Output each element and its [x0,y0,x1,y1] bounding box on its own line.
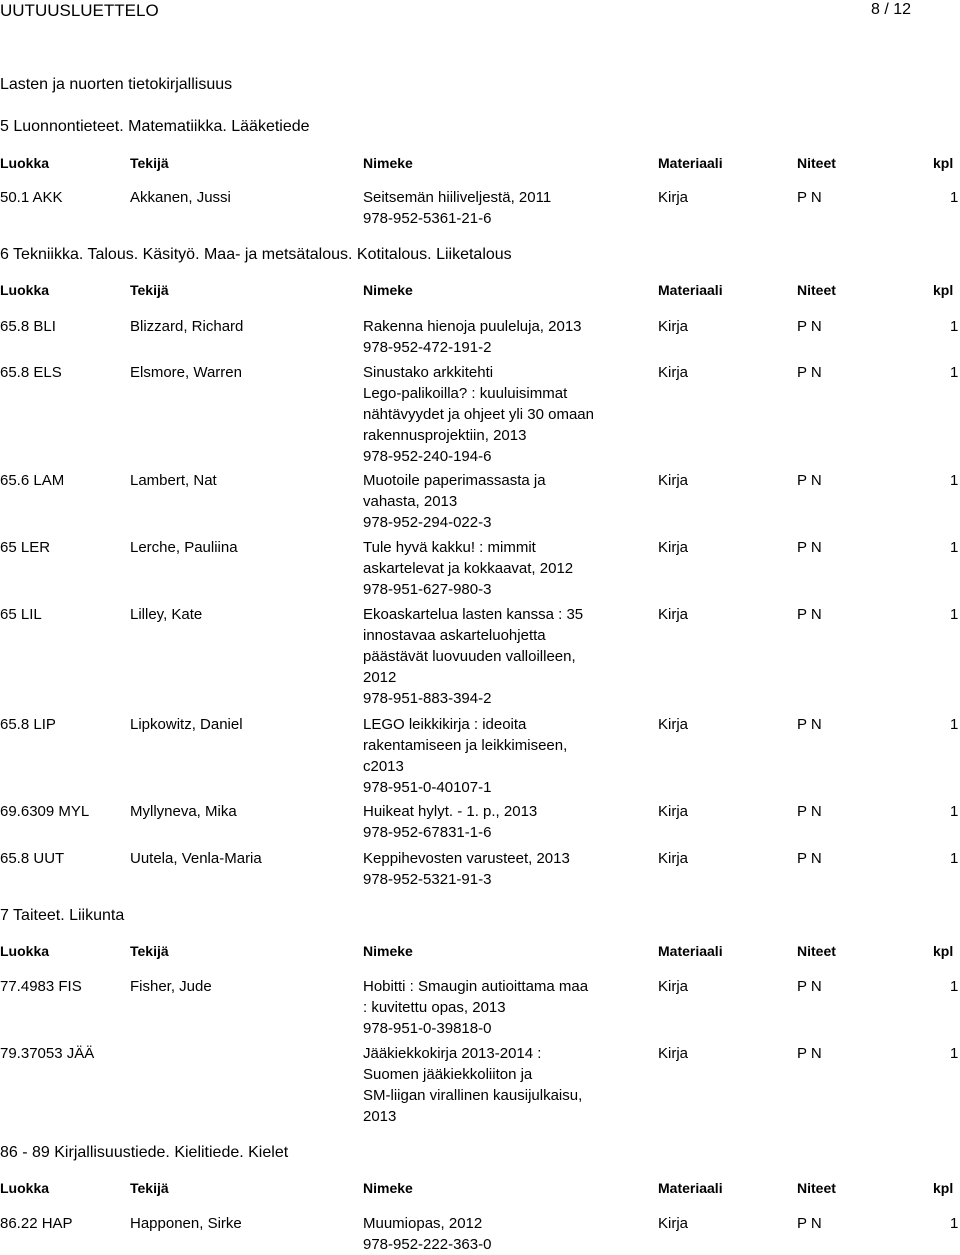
material: Kirja [658,606,689,623]
material: Kirja [658,850,689,867]
author: Elsmore, Warren [130,364,242,381]
material: Kirja [658,472,689,489]
column-header-kpl: kpl [933,282,954,298]
copies-type: P N [797,189,822,206]
class-code: 50.1 AKK [0,189,63,206]
column-header-kpl: kpl [933,1180,954,1196]
title-line: nähtävyydet ja ohjeet yli 30 omaan [363,406,594,423]
copy-count: 1 [950,318,959,335]
title-line: Rakenna hienoja puuleluja, 2013 [363,318,582,335]
copy-count: 1 [950,1215,959,1232]
title-cell [363,1043,633,1127]
document-title: UUTUUSLUETTELO [0,1,159,20]
author: Lerche, Pauliina [130,539,238,556]
title-line: Sinustako arkkitehti [363,364,494,381]
title-line: c2013 [363,758,404,775]
page-number: 8 / 12 [871,1,912,18]
class-code: 65 LIL [0,606,42,623]
title-line: : kuvitettu opas, 2013 [363,999,506,1016]
class-code: 65.8 UUT [0,850,65,867]
column-header-luokka: Luokka [0,1180,50,1196]
title-line: SM-liigan virallinen kausijulkaisu, [363,1087,583,1104]
column-header-luokka: Luokka [0,155,50,171]
copies-type: P N [797,803,822,820]
title-line: askartelevat ja kokkaavat, 2012 [363,560,574,577]
title-cell [363,316,633,358]
copies-type: P N [797,1215,822,1232]
title-line: Ekoaskartelua lasten kanssa : 35 [363,606,584,623]
title-line: Muotoile paperimassasta ja [363,472,546,489]
column-header-materiaali: Materiaali [658,282,723,298]
title-line: Suomen jääkiekkoliiton ja [363,1066,533,1083]
title-cell [363,187,633,229]
title-line: päästävät luovuuden valloilleen, [363,648,576,665]
isbn: 978-951-0-40107-1 [363,779,492,796]
class-code: 65 LER [0,539,51,556]
column-header-tekija: Tekijä [130,155,169,171]
copies-type: P N [797,364,822,381]
title-line: Muumiopas, 2012 [363,1215,483,1232]
copy-count: 1 [950,539,959,556]
author: Lambert, Nat [130,472,217,489]
author: Fisher, Jude [130,978,212,995]
column-header-niteet: Niteet [797,1180,836,1196]
copy-count: 1 [950,850,959,867]
isbn: 978-952-67831-1-6 [363,824,492,841]
column-header-tekija: Tekijä [130,1180,169,1196]
title-cell [363,1213,633,1255]
column-header-nimeke: Nimeke [363,943,413,959]
column-header-niteet: Niteet [797,155,836,171]
isbn: 978-951-627-980-3 [363,581,492,598]
copy-count: 1 [950,716,959,733]
copies-type: P N [797,318,822,335]
material: Kirja [658,1215,689,1232]
column-header-materiaali: Materiaali [658,943,723,959]
column-header-materiaali: Materiaali [658,1180,723,1196]
material: Kirja [658,364,689,381]
copy-count: 1 [950,1045,959,1062]
section-heading: 86 - 89 Kirjallisuustiede. Kielitiede. Kielet [0,1144,289,1161]
title-cell [363,976,633,1039]
author: Lilley, Kate [130,606,203,623]
title-cell [363,604,633,709]
title-line: Hobitti : Smaugin autioittama maa [363,978,589,995]
title-line: 2013 [363,1108,397,1125]
author: Akkanen, Jussi [130,189,231,206]
title-line: LEGO leikkikirja : ideoita [363,716,527,733]
title-line: Jääkiekkokirja 2013-2014 : [363,1045,542,1062]
title-line: Lego-palikoilla? : kuuluisimmat [363,385,568,402]
isbn: 978-951-0-39818-0 [363,1020,492,1037]
material: Kirja [658,978,689,995]
copies-type: P N [797,1045,822,1062]
copies-type: P N [797,606,822,623]
copy-count: 1 [950,364,959,381]
column-header-materiaali: Materiaali [658,155,723,171]
isbn: 978-952-294-022-3 [363,514,492,531]
title-cell [363,470,633,533]
column-header-nimeke: Nimeke [363,282,413,298]
section-heading: 5 Luonnontieteet. Matematiikka. Lääketiede [0,118,310,135]
class-code: 65.8 LIP [0,716,56,733]
column-header-niteet: Niteet [797,282,836,298]
title-line: rakentamiseen ja leikkimiseen, [363,737,568,754]
material: Kirja [658,318,689,335]
copy-count: 1 [950,472,959,489]
copies-type: P N [797,472,822,489]
title-line: innostavaa askarteluohjetta [363,627,546,644]
title-cell [363,537,633,600]
class-code: 65.8 ELS [0,364,62,381]
column-header-nimeke: Nimeke [363,1180,413,1196]
category-heading: Lasten ja nuorten tietokirjallisuus [0,76,233,93]
material: Kirja [658,1045,689,1062]
class-code: 69.6309 MYL [0,803,90,820]
author: Lipkowitz, Daniel [130,716,243,733]
title-line: vahasta, 2013 [363,493,458,510]
material: Kirja [658,539,689,556]
copy-count: 1 [950,978,959,995]
copies-type: P N [797,978,822,995]
author: Blizzard, Richard [130,318,244,335]
copies-type: P N [797,850,822,867]
section-heading: 7 Taiteet. Liikunta [0,907,125,924]
copy-count: 1 [950,189,959,206]
isbn: 978-952-222-363-0 [363,1236,492,1253]
isbn: 978-952-5361-21-6 [363,210,492,227]
class-code: 77.4983 FIS [0,978,82,995]
column-header-tekija: Tekijä [130,282,169,298]
column-header-tekija: Tekijä [130,943,169,959]
author: Uutela, Venla-Maria [130,850,262,867]
material: Kirja [658,803,689,820]
copies-type: P N [797,716,822,733]
copy-count: 1 [950,803,959,820]
section-heading: 6 Tekniikka. Talous. Käsityö. Maa- ja metsätalous. Kotitalous. Liiketalous [0,246,512,263]
column-header-niteet: Niteet [797,943,836,959]
column-header-kpl: kpl [933,155,954,171]
class-code: 86.22 HAP [0,1215,73,1232]
copy-count: 1 [950,606,959,623]
class-code: 65.6 LAM [0,472,65,489]
isbn: 978-952-5321-91-3 [363,871,492,888]
author: Myllyneva, Mika [130,803,237,820]
title-line: Huikeat hylyt. - 1. p., 2013 [363,803,538,820]
title-cell [363,362,633,467]
title-cell [363,848,633,890]
title-line: Tule hyvä kakku! : mimmit [363,539,536,556]
title-line: Keppihevosten varusteet, 2013 [363,850,570,867]
column-header-luokka: Luokka [0,282,50,298]
title-cell [363,801,633,843]
author: Happonen, Sirke [130,1215,242,1232]
title-line: 2012 [363,669,397,686]
column-header-kpl: kpl [933,943,954,959]
title-line: Seitsemän hiiliveljestä, 2011 [363,189,552,206]
class-code: 79.37053 JÄÄ [0,1045,95,1062]
class-code: 65.8 BLI [0,318,56,335]
copies-type: P N [797,539,822,556]
column-header-luokka: Luokka [0,943,50,959]
isbn: 978-952-472-191-2 [363,339,492,356]
isbn: 978-951-883-394-2 [363,690,492,707]
title-cell [363,714,633,798]
material: Kirja [658,716,689,733]
isbn: 978-952-240-194-6 [363,448,492,465]
column-header-nimeke: Nimeke [363,155,413,171]
title-line: rakennusprojektiin, 2013 [363,427,527,444]
material: Kirja [658,189,689,206]
